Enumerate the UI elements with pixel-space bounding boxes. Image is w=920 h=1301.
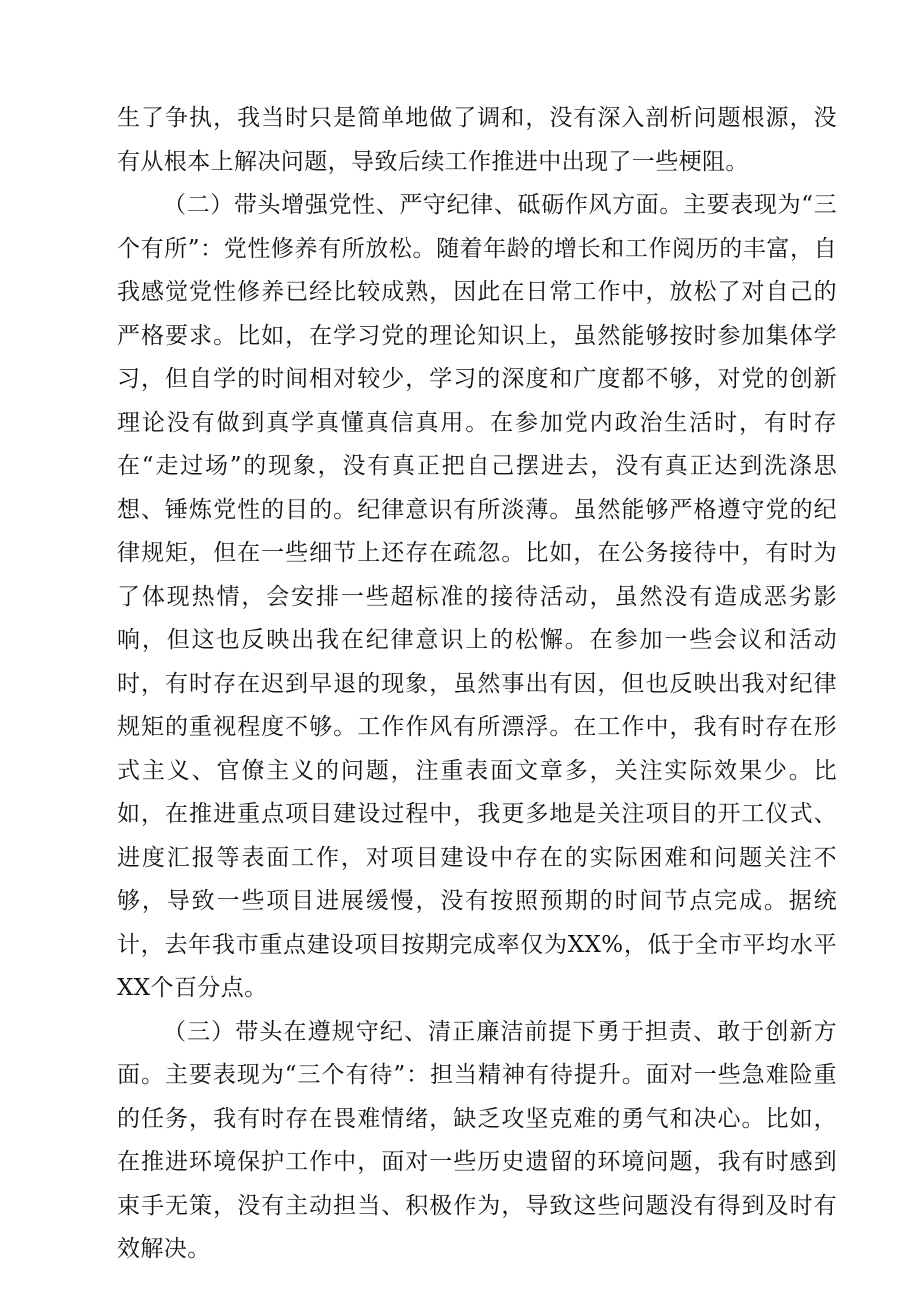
paragraph-continued: 生了争执，我当时只是简单地做了调和，没有深入剖析问题根源，没有从根本上解决问题，导致后续工作推进中出现了一些梗阻。 bbox=[117, 105, 837, 175]
paragraph-section-two: （二）带头增强党性、严守纪律、砥砺作风方面。主要表现为“三个有所”：党性修养有所放松。随着年龄的增长和工作阅历的丰富，自我感觉党性修养已经比较成熟，因此在日常工作中，放松了对自己的严格要求。比如，在学习党的理论知识上，虽然能够按时参加集体学习，但自学的时间相对较少，学习的深度和广度都不够，对党的创新理论没有做到真学真懂真信真用。在参加党内政治生活时，有时存在“走过场”的现象，没有真正把自己摆进去，没有真正达到洗涤思想、锤炼党性的目的。纪律意识有所淡薄。虽然能够严格遵守党的纪律规矩，但在一些细节上还存在疏忽。比如，在公务接待中，有时为了体现热情，会安排一些超标准的接待活动，虽然没有造成恶劣影响，但这也反映出我在纪律意识上的松懈。在参加一些会议和活动时，有时存在迟到早退的现象，虽然事出有因，但也反映出我对纪律规矩的重视程度不够。工作作风有所漂浮。在工作中，我有时存在形式主义、官僚主义的问题，注重表面文章多，关注实际效果少。比如，在推进重点项目建设过程中，我更多地是关注项目的开工仪式、进度汇报等表面工作，对项目建设中存在的实际困难和问题关注不够，导致一些项目进展缓慢，没有按照预期的时间节点完成。据统计，去年我市重点建设项目按期完成率仅为XX%，低于全市平均水平XX个百分点。 bbox=[117, 192, 837, 1001]
paragraph-section-three: （三）带头在遵规守纪、清正廉洁前提下勇于担责、敢于创新方面。主要表现为“三个有待”：担当精神有待提升。面对一些急难险重的任务，我有时存在畏难情绪，缺乏攻坚克难的勇气和决心。比如，在推进环境保护工作中，面对一些历史遗留的环境问题，我有时感到束手无策，没有主动担当、积极作为，导致这些问题没有得到及时有效解决。 bbox=[117, 1018, 837, 1262]
document-body bbox=[117, 97, 837, 1272]
